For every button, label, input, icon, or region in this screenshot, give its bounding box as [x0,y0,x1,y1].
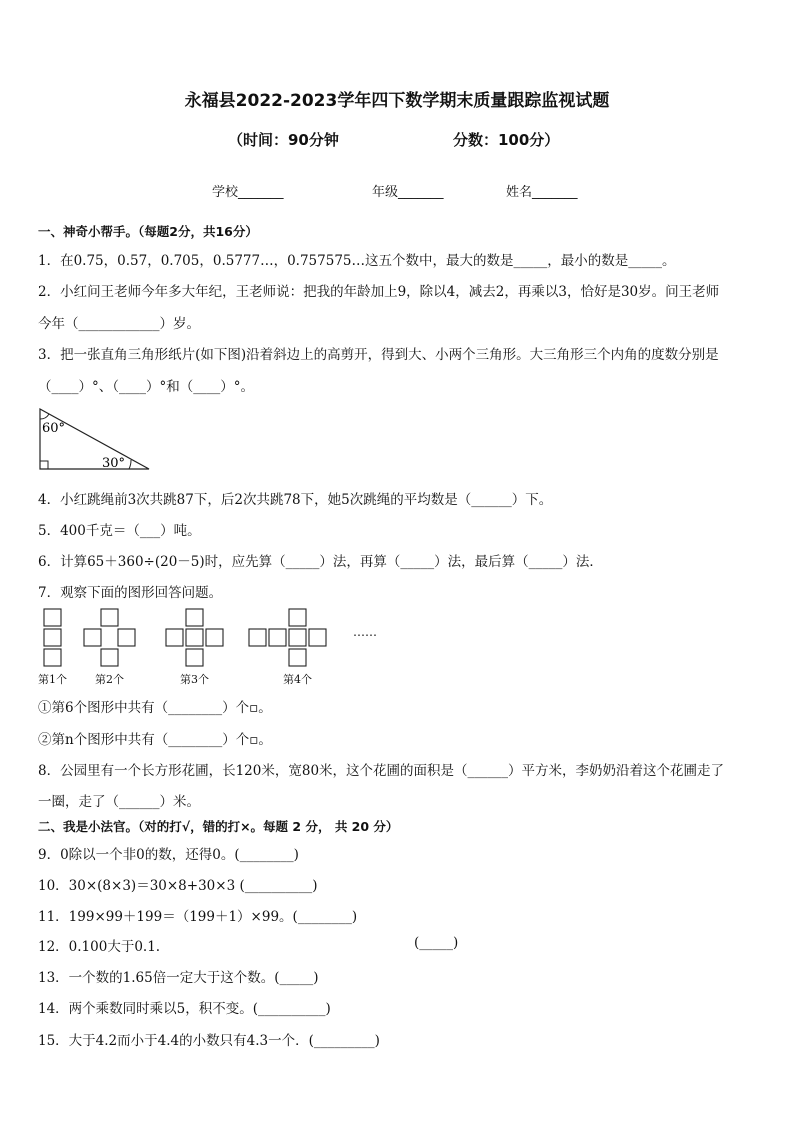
fig4-square [289,609,306,626]
fig3-square [186,629,203,646]
fig2-square [118,629,135,646]
question-7-part-2: ②第n个图形中共有（________）个▫。 [38,732,272,748]
fig3-square [186,649,203,666]
fig2-square [101,609,118,626]
angle-30-label: 30° [102,456,126,471]
exam-time: （时间：90分钟 [228,131,339,149]
fig4-square [289,649,306,666]
fig3-square [206,629,223,646]
school-field: 学校_______ [212,185,284,200]
question-9: 9．0除以一个非0的数，还得0。(________) [38,847,299,863]
figure-label-2: 第2个 [95,673,124,686]
section-2-heading: 二、我是小法官。（对的打√，错的打×。每题 2 分， 共 20 分） [38,819,399,834]
question-8-line-1: 8．公园里有一个长方形花圃，长120米，宽80米，这个花圃的面积是（______）平方米，李奶奶沿着这个花圃走了 [38,763,725,779]
fig3-square [186,609,203,626]
fig4-square [269,629,286,646]
top-angle-arc [40,414,49,419]
section-1-heading: 一、神奇小帮手。（每题2分，共16分） [38,224,258,239]
question-11: 11．199×99＋199＝（199＋1）×99。(________) [38,909,358,925]
question-3-line-2: （____）°、（____）°和（____）°。 [38,379,254,395]
question-3-line-1: 3．把一张直角三角形纸片(如下图)沿着斜边上的高剪开，得到大、小两个三角形。大三角形三个内角的度数分别是 [38,347,719,363]
question-7-part-1: ①第6个图形中共有（________）个▫。 [38,700,272,716]
question-13: 13．一个数的1.65倍一定大于这个数。(_____) [38,970,319,986]
question-10: 10．30×(8×3)＝30×8+30×3 (__________) [38,878,318,894]
question-8-line-2: 一圈，走了（______）米。 [38,794,200,810]
question-14: 14．两个乘数同时乘以5，积不变。(__________) [38,1001,331,1017]
fig4-square [309,629,326,646]
pattern-ellipsis: …… [353,625,377,639]
question-12: 12．0.100大于0.1. [38,939,161,955]
figure-label-1: 第1个 [38,673,67,686]
question-6: 6．计算65＋360÷(20－5)时，应先算（_____）法，再算（_____）法，最后算（_____）法． [38,554,603,570]
right-angle-arc [129,460,131,469]
figure-label-4: 第4个 [283,673,312,686]
figure-label-3: 第3个 [180,673,209,686]
question-2-line-1: 2．小红问王老师今年多大年纪，王老师说：把我的年龄加上9，除以4，减去2，再乘以3，恰好是30岁。问王老师 [38,284,720,300]
triangle-outline [40,409,149,469]
right-triangle-figure [34,404,156,474]
fig2-square [84,629,101,646]
grade-field: 年级_______ [372,185,444,200]
name-field: 姓名_______ [506,185,578,200]
question-2-line-2: 今年（____________）岁。 [38,316,200,332]
square-pattern-figures [38,606,388,670]
exam-score: 分数：100分） [453,131,560,149]
fig1-square [44,649,61,666]
question-15: 15．大于4.2而小于4.4的小数只有4.3一个．(_________) [38,1033,380,1049]
question-12-blank: (_____) [414,935,459,951]
angle-60-label: 60° [42,421,66,436]
question-4: 4．小红跳绳前3次共跳87下，后2次共跳78下，她5次跳绳的平均数是（______）下。 [38,492,553,508]
question-7: 7．观察下面的图形回答问题。 [38,585,223,601]
question-5: 5．400千克＝（___）吨。 [38,523,201,539]
page-title: 永福县2022-2023学年四下数学期末质量跟踪监视试题 [184,91,610,111]
fig2-square [101,649,118,666]
fig3-square [166,629,183,646]
fig1-square [44,609,61,626]
right-angle-mark [40,461,48,469]
fig1-square [44,629,61,646]
fig4-square [249,629,266,646]
question-1: 1．在0.75，0.57，0.705，0.5777…，0.757575…这五个数中，最大的数是_____，最小的数是_____。 [38,253,676,269]
fig4-square [289,629,306,646]
